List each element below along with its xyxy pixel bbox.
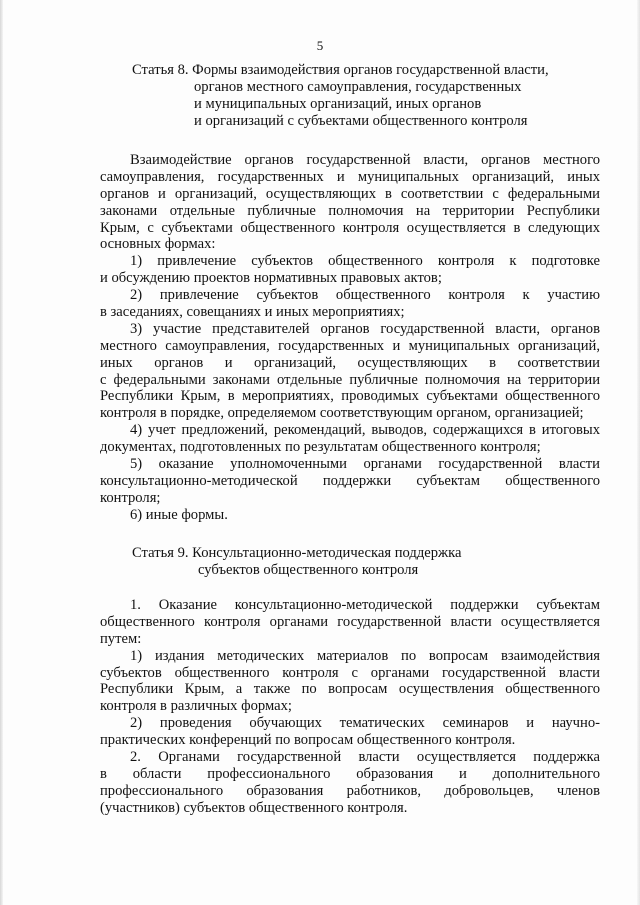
paragraph-line: законами отдельные публичные полномочия на территории Республики (100, 202, 600, 219)
list-item-line: 1) издания методических материалов по вопросам взаимодействия (130, 647, 600, 664)
article-8-title-line: органов местного самоуправления, государственных (194, 78, 522, 95)
list-item-line: в заседаниях, совещаниях и иных мероприятиях; (100, 304, 405, 321)
paragraph-line: 2. Органами государственной власти осуществляется поддержка (130, 749, 600, 766)
paragraph-line: общественного контроля органами государственной власти осуществляется (100, 613, 600, 630)
paragraph-line: (участников) субъектов общественного контроля. (100, 799, 408, 816)
article-8-body (100, 152, 600, 524)
list-item-line: 6) иные формы. (130, 506, 228, 523)
article-9-title-line: Статья 9. Консультационно-методическая поддержка (132, 545, 462, 561)
paragraph-line: в области профессионального образования и дополнительного (100, 765, 600, 782)
list-item-line: 2) привлечение субъектов общественного контроля к участию (130, 287, 600, 304)
list-item-line: Республики Крым, в мероприятиях, проводимых субъектами общественного (100, 388, 600, 405)
list-item-line: с федеральными законами отдельные публичные полномочия на территории (100, 371, 600, 388)
article-8-title (132, 62, 602, 130)
paragraph-line: основных формах: (100, 236, 216, 253)
list-item-line: 5) оказание уполномоченными органами государственной власти (130, 456, 600, 473)
scan-edge-left (0, 0, 3, 905)
list-item-line: и обсуждению проектов нормативных правовых актов; (100, 270, 442, 287)
list-item-line: контроля; (100, 489, 161, 506)
list-item-line: иных органов и организаций, осуществляющих в соответствии (100, 354, 600, 371)
list-item-line: консультационно-методической поддержки субъектам общественного (100, 472, 600, 489)
paragraph-line: Крым, с субъектами общественного контроля осуществляется в следующих (100, 219, 600, 236)
list-item-line: документах, подготовленных по результатам общественного контроля; (100, 439, 541, 456)
page-number: 5 (316, 38, 324, 53)
article-9-title-line: субъектов общественного контроля (198, 561, 419, 578)
paragraph-line: профессионального образования работников, добровольцев, членов (100, 782, 600, 799)
list-item-line: 1) привлечение субъектов общественного контроля к подготовке (130, 253, 600, 270)
paragraph-line: путем: (100, 630, 142, 647)
list-item-line: Республики Крым, а также по вопросам осуществления общественного (100, 681, 600, 698)
list-item-line: контроля в порядке, определяемом соответствующим органом, организацией; (100, 405, 584, 422)
article-9-title (132, 545, 602, 579)
list-item-line: субъектов общественного контроля с органами государственной власти (100, 664, 600, 681)
article-9-body (100, 597, 600, 817)
article-8-title-line: и организаций с субъектами общественного контроля (194, 112, 528, 129)
list-item-line: 2) проведения обучающих тематических семинаров и научно- (130, 715, 600, 732)
paragraph-line: 1. Оказание консультационно-методической поддержки субъектам (130, 597, 600, 613)
article-8-title-line: и муниципальных организаций, иных органов (194, 95, 482, 112)
list-item-line: практических конференций по вопросам общественного контроля. (100, 732, 516, 749)
list-item-line: контроля в различных формах; (100, 698, 292, 715)
paragraph-line: Взаимодействие органов государственной власти, органов местного (130, 152, 600, 168)
list-item-line: 4) учет предложений, рекомендаций, выводов, содержащихся в итоговых (130, 422, 600, 439)
article-8-title-line: Статья 8. Формы взаимодействия органов государственной власти, (132, 62, 549, 78)
paragraph-line: самоуправления, государственных и муниципальных организаций, иных (100, 168, 600, 185)
paragraph-line: органов и организаций, осуществляющих в соответствии с федеральными (100, 185, 600, 202)
list-item-line: 3) участие представителей органов государственной власти, органов (130, 320, 600, 337)
list-item-line: местного самоуправления, государственных и муниципальных организаций, (100, 337, 600, 354)
